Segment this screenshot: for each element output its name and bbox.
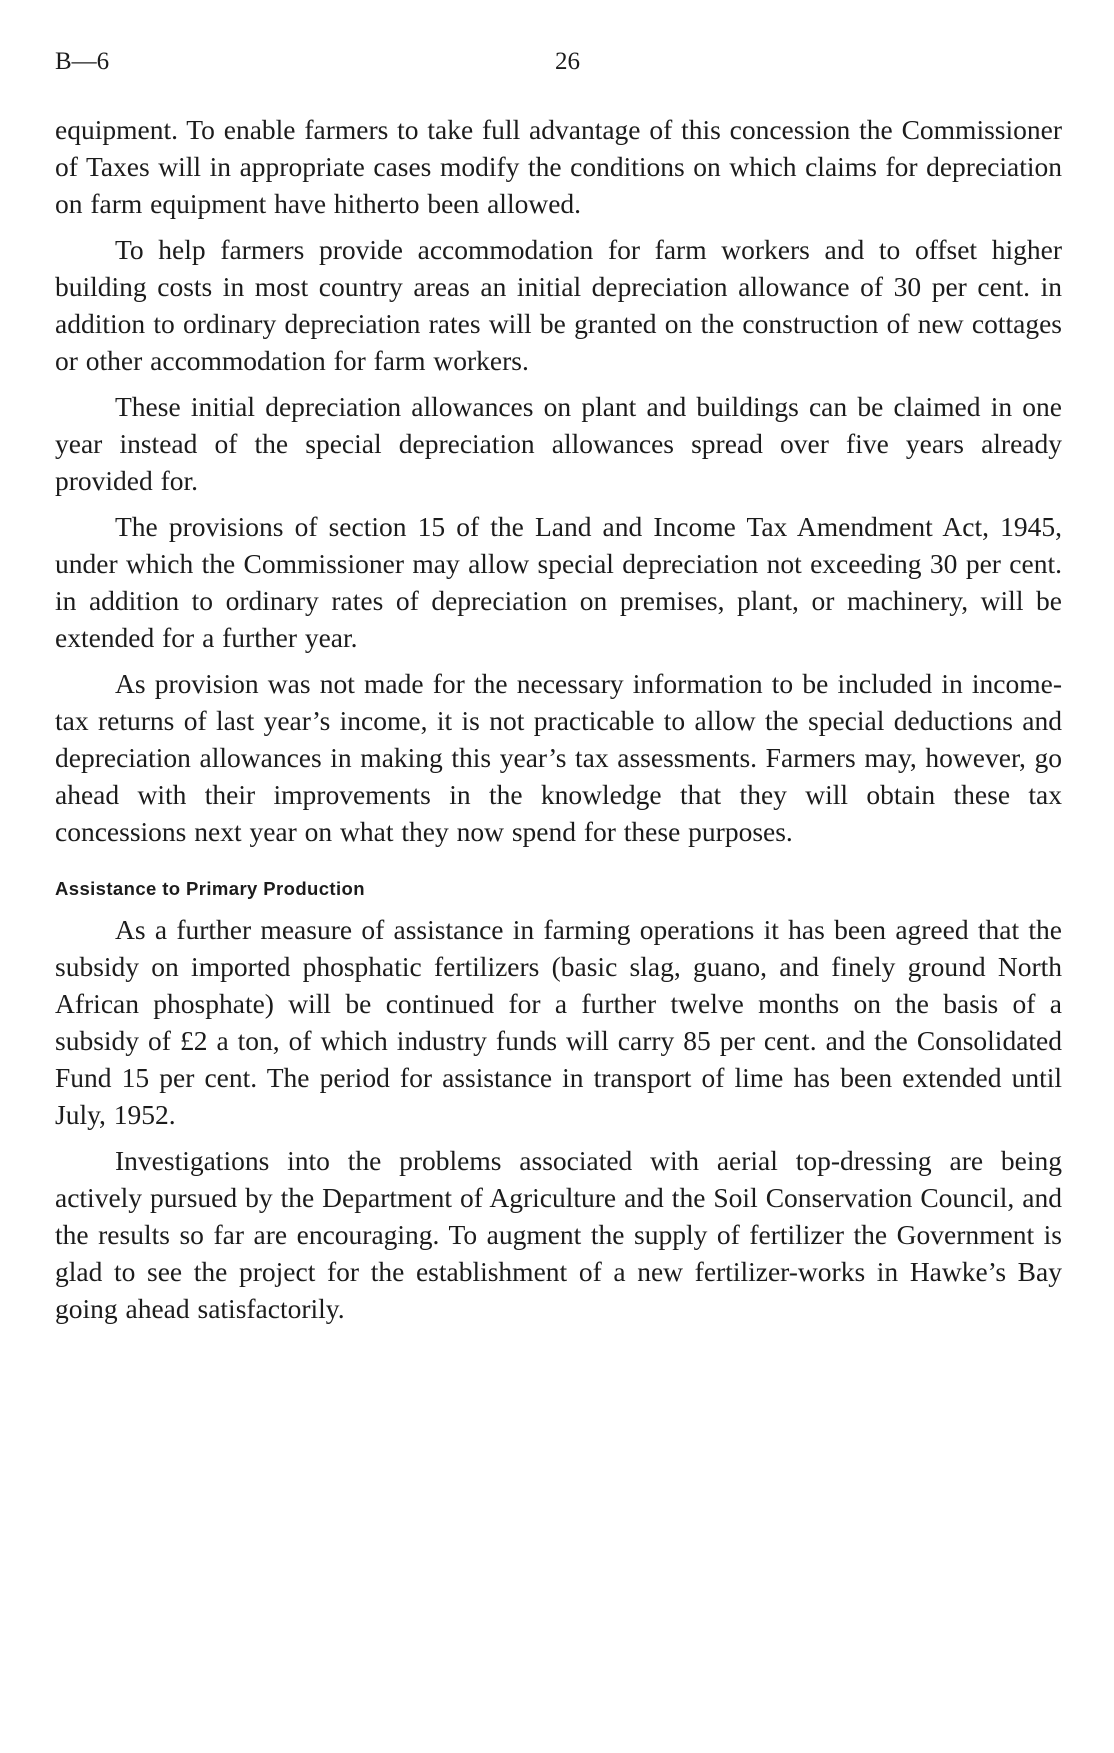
paragraph-continued: equipment. To enable farmers to take full advantage of this concession the Commissioner of Taxes will in appropriate cases modify the conditions on which claims for depreciation on farm equipment have hitherto been allowed. [55,114,1062,219]
document-code: B—6 [55,48,110,75]
paragraph-section-15-provisions: The provisions of section 15 of the Land and Income Tax Amendment Act, 1945, under which the Commissioner may allow special depreciation not exceeding 30 per cent. in addition to ordinary rates of depreciation on premises, plant, or machinery, will be extended for a further year. [55,511,1062,653]
page-header [55,48,1060,88]
body-text [55,111,1062,1336]
page-number: 26 [555,48,580,75]
paragraph-farm-worker-accommodation: To help farmers provide accommodation for farm workers and to offset higher building costs in most country areas an initial depreciation allowance of 30 per cent. in addition to ordinary depreciation rates will be granted on the construction of new cottages or other accommodation for farm workers. [55,234,1062,376]
paragraph-initial-depreciation: These initial depreciation allowances on plant and buildings can be claimed in one year instead of the special depreciation allowances spread over five years already provided for. [55,391,1062,496]
section-heading: Assistance to Primary Production [55,878,365,899]
paragraph-fertilizer-subsidy: As a further measure of assistance in farming operations it has been agreed that the subsidy on imported phosphatic fertilizers (basic slag, guano, and finely ground North African phosphate) will be continued for a further twelve months on the basis of a subsidy of £2 a ton, of which industry funds will carry 85 per cent. and the Consolidated Fund 15 per cent. The period for assistance in transport of lime has been extended until July, 1952. [55,914,1062,1130]
paragraph-aerial-top-dressing: Investigations into the problems associated with aerial top-dressing are being actively pursued by the Department of Agriculture and the Soil Conservation Council, and the results so far are encouraging. To augment the supply of fertilizer the Government is glad to see the project for the establishment of a new fertilizer-works in Hawke’s Bay going ahead satisfactorily. [55,1145,1062,1324]
paragraph-tax-concessions: As provision was not made for the necessary information to be included in income-tax returns of last year’s income, it is not practicable to allow the special deductions and depreciation allowances in making this year’s tax assessments. Farmers may, however, go ahead with their improvements in the knowledge that they will obtain these tax concessions next year on what they now spend for these purposes. [55,668,1062,847]
